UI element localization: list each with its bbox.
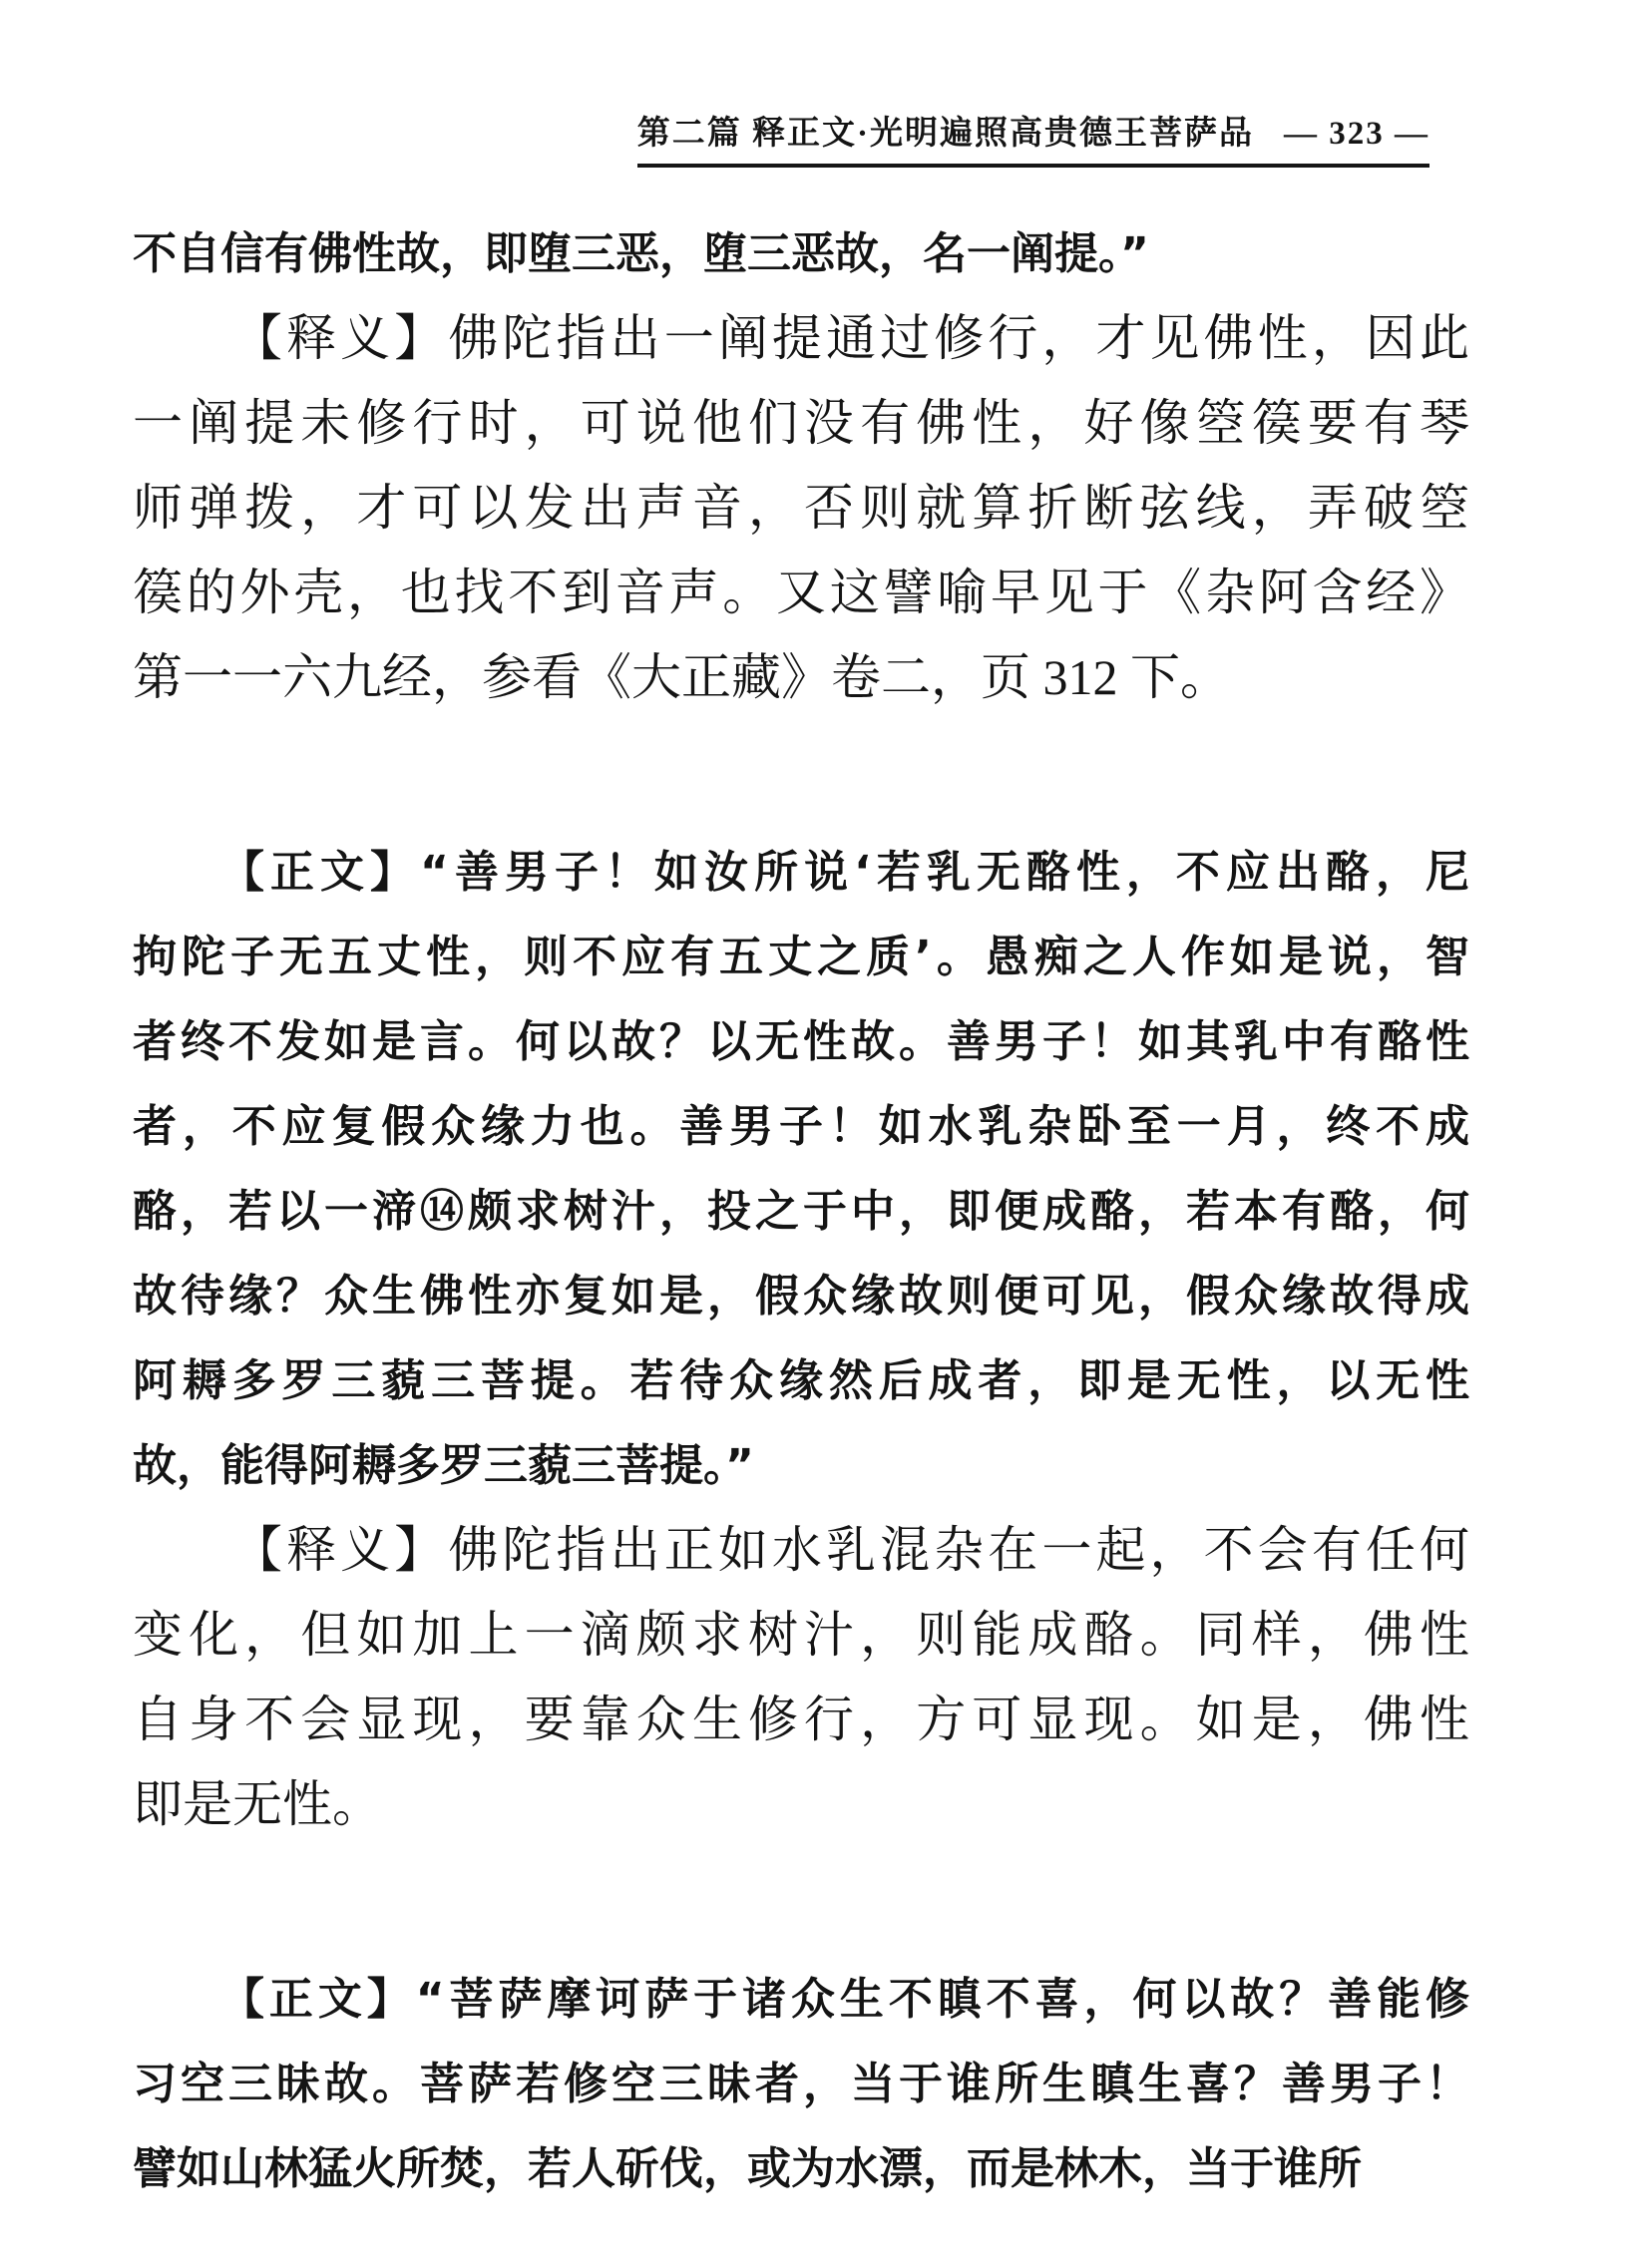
text-line: 即是无性。 bbox=[133, 1776, 382, 1832]
page-body bbox=[133, 211, 1469, 2211]
text-line: 者终不发如是言。何以故？以无性故。善男子！如其乳中有酪性 bbox=[133, 1016, 1469, 1067]
text-line: 师弹拨，才可以发出声音，否则就算折断弦线，弄破箜 bbox=[133, 480, 1469, 536]
text-line: 【释义】佛陀指出正如水乳混杂在一起，不会有任何 bbox=[232, 1522, 1469, 1578]
scripture-quote-continuation bbox=[133, 211, 1469, 296]
running-head bbox=[637, 112, 1429, 168]
text-line: 一阐提未修行时，可说他们没有佛性，好像箜篌要有琴 bbox=[133, 395, 1469, 451]
page-content bbox=[133, 112, 1469, 2211]
text-line: 譬如山林猛火所焚，若人斫伐，或为水漂，而是林木，当于谁所 bbox=[133, 2143, 1362, 2194]
text-line: 篌的外壳，也找不到音声。又这譬喻早见于《杂阿含经》 bbox=[133, 565, 1469, 620]
page-number: — 323 — bbox=[1284, 116, 1429, 152]
text-line: 第一一六九经，参看《大正藏》卷二，页 312 下。 bbox=[133, 649, 1230, 705]
text-line: 故待缘？众生佛性亦复如是，假众缘故则便可见，假众缘故得成 bbox=[133, 1271, 1469, 1322]
text-line: 自身不会显现，要靠众生修行，方可显现。如是，佛性 bbox=[133, 1692, 1469, 1747]
text-line: 者，不应复假众缘力也。善男子！如水乳杂卧至一月，终不成 bbox=[133, 1101, 1469, 1152]
text-line: 拘陀子无五丈性，则不应有五丈之质’。愚痴之人作如是说，智 bbox=[133, 932, 1469, 982]
scripture-paragraph-1 bbox=[133, 830, 1469, 1508]
text-line: 【正文】“菩萨摩诃萨于诸众生不瞋不喜，何以故？善能修 bbox=[220, 1974, 1469, 2025]
commentary-paragraph-1 bbox=[133, 296, 1469, 720]
commentary-paragraph-2 bbox=[133, 1508, 1469, 1847]
text-line: 习空三昧故。菩萨若修空三昧者，当于谁所生瞋生喜？善男子！ bbox=[133, 2059, 1469, 2109]
running-head-title: 第二篇 释正文·光明遍照高贵德王菩萨品 bbox=[636, 116, 1254, 152]
text-line: 变化，但如加上一滴颇求树汁，则能成酪。同样，佛性 bbox=[133, 1607, 1469, 1663]
text-line: 阿耨多罗三藐三菩提。若待众缘然后成者，即是无性，以无性 bbox=[133, 1355, 1469, 1406]
text-line: 【释义】佛陀指出一阐提通过修行，才见佛性，因此 bbox=[232, 310, 1469, 366]
text-line: 故，能得阿耨多罗三藐三菩提。” bbox=[133, 1440, 754, 1491]
text-line: 酪，若以一渧⑭颇求树汁，投之于中，即便成酪，若本有酪，何 bbox=[133, 1186, 1469, 1237]
scripture-paragraph-2 bbox=[133, 1957, 1469, 2211]
text-line: 不自信有佛性故，即堕三恶，堕三恶故，名一阐提。” bbox=[133, 228, 1149, 279]
text-line: 【正文】“善男子！如汝所说‘若乳无酪性，不应出酪，尼 bbox=[220, 847, 1469, 898]
